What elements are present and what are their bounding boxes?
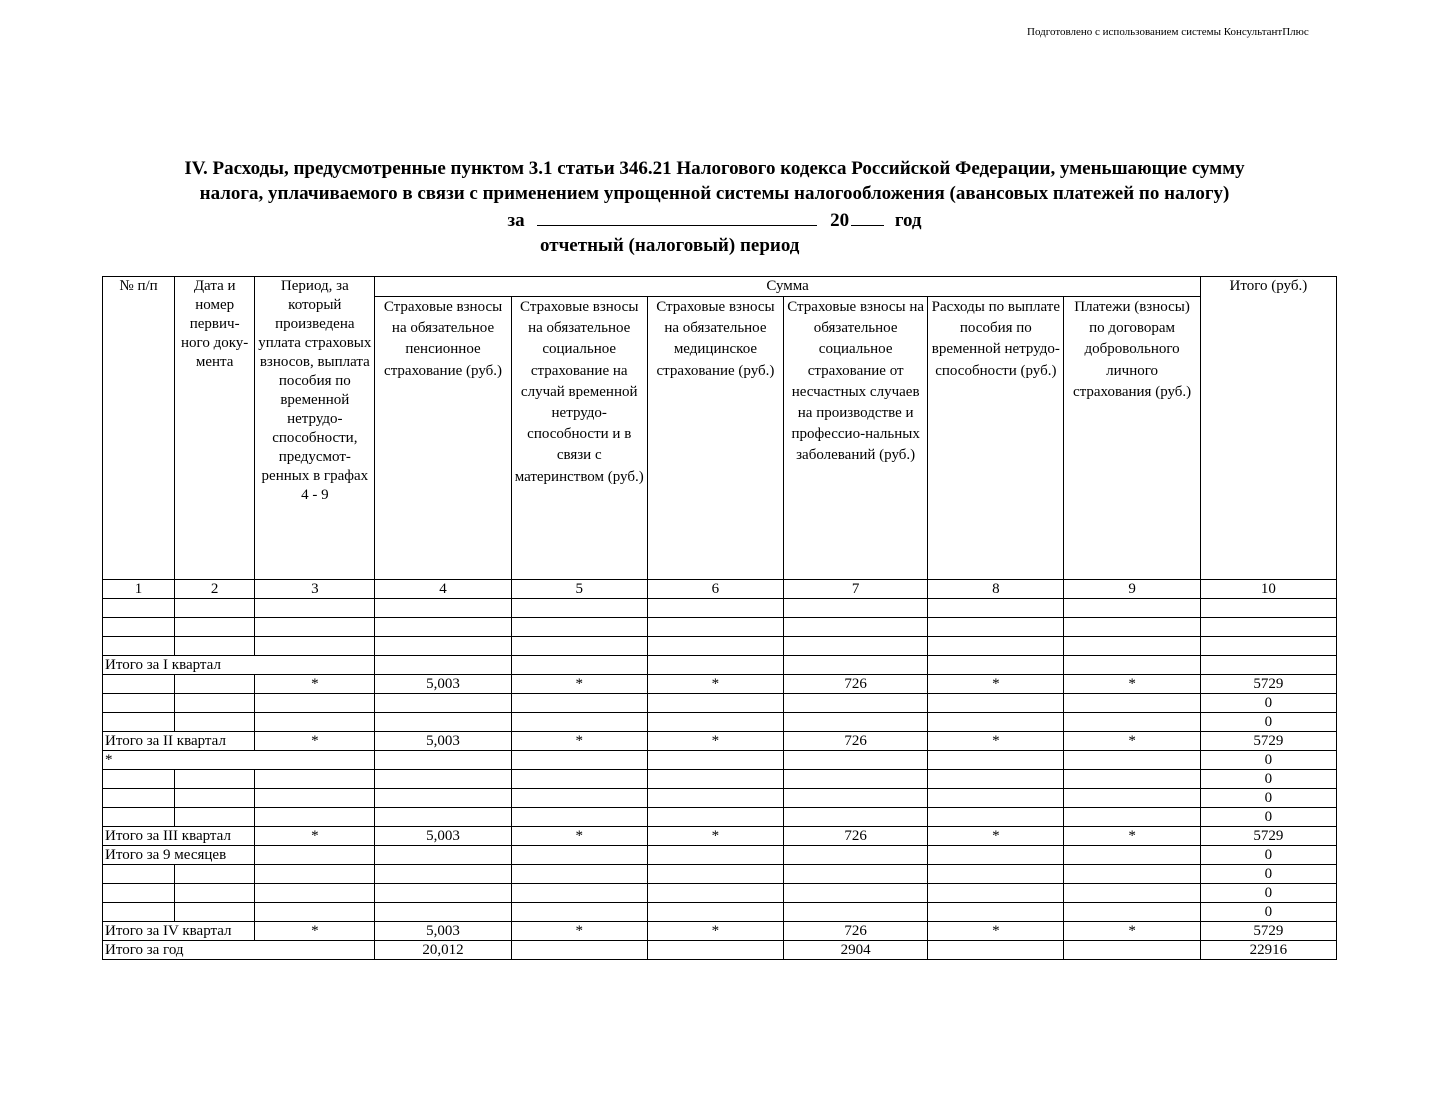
cell-col-10: 0	[1200, 751, 1336, 770]
column-number-row	[103, 580, 1337, 599]
cell-col-8: *	[928, 827, 1064, 846]
cell-col-9: *	[1064, 827, 1200, 846]
cell-col-10: 22916	[1200, 941, 1336, 960]
header-col-10: Итого (руб.)	[1200, 277, 1336, 580]
cell-col-10: 5729	[1200, 675, 1336, 694]
cell-col-10: 0	[1200, 770, 1336, 789]
header-col-7: Страховые взносы на обязательное социальное страхование от несчастных случаев на производстве и профессио-нальных заболеваний (руб.)	[784, 297, 928, 580]
cell-col-6: *	[647, 922, 783, 941]
period-caption: отчетный (налоговый) период	[540, 235, 800, 256]
year-suffix: год	[894, 210, 922, 231]
cell-col-4: 5,003	[375, 675, 511, 694]
q1-total-label: Итого за I квартал	[103, 656, 375, 675]
cell-col-4: 5,003	[375, 827, 511, 846]
cell-col-4: 20,012	[375, 941, 511, 960]
nine-months-total-row	[103, 846, 1337, 865]
column-number: 5	[511, 580, 647, 599]
table-row	[103, 884, 1337, 903]
period-blank-field	[537, 207, 817, 226]
cell-col-10: 5729	[1200, 732, 1336, 751]
cell-col-4: 5,003	[375, 732, 511, 751]
source-note: Подготовлено с использованием системы КонсультантПлюс	[1027, 26, 1309, 38]
star-row-label: *	[103, 751, 375, 770]
table-row	[103, 789, 1337, 808]
header-col-1: № п/п	[103, 277, 175, 580]
table-row	[103, 675, 1337, 694]
cell-col-10: 0	[1200, 789, 1336, 808]
period-prefix: за	[507, 210, 525, 231]
column-number: 3	[255, 580, 375, 599]
header-col-6: Страховые взносы на обязательное медицинское страхование (руб.)	[647, 297, 783, 580]
cell-col-5: *	[511, 675, 647, 694]
expenses-table	[102, 276, 1337, 960]
column-number: 10	[1200, 580, 1336, 599]
q4-total-row	[103, 922, 1337, 941]
header-col-8: Расходы по выплате пособия по временной нетрудо-способности (руб.)	[928, 297, 1064, 580]
column-number: 9	[1064, 580, 1200, 599]
cell-col-10: 0	[1200, 903, 1336, 922]
cell-col-4: 5,003	[375, 922, 511, 941]
header-row-top	[103, 277, 1337, 297]
column-number: 2	[175, 580, 255, 599]
cell-col-9: *	[1064, 922, 1200, 941]
table-row	[103, 618, 1337, 637]
column-number: 6	[647, 580, 783, 599]
cell-col-9: *	[1064, 675, 1200, 694]
cell-col-10: 5729	[1200, 922, 1336, 941]
table-row	[103, 770, 1337, 789]
cell-col-6: *	[647, 827, 783, 846]
column-number: 7	[784, 580, 928, 599]
column-number: 4	[375, 580, 511, 599]
table-row	[103, 694, 1337, 713]
q2-total-row	[103, 732, 1337, 751]
cell-col-3: *	[255, 675, 375, 694]
column-number: 1	[103, 580, 175, 599]
year-total-label: Итого за год	[103, 941, 375, 960]
cell-col-7: 2904	[784, 941, 928, 960]
section-title	[0, 156, 1429, 206]
year-prefix: 20	[830, 210, 850, 231]
cell-col-7: 726	[784, 732, 928, 751]
q3-total-label: Итого за III квартал	[103, 827, 255, 846]
table-row	[103, 903, 1337, 922]
cell-col-10: 5729	[1200, 827, 1336, 846]
header-col-9: Платежи (взносы) по договорам добровольного личного страхования (руб.)	[1064, 297, 1200, 580]
column-number: 8	[928, 580, 1064, 599]
table-row	[103, 637, 1337, 656]
cell-col-7: 726	[784, 675, 928, 694]
cell-col-8: *	[928, 732, 1064, 751]
year-blank-field	[851, 207, 884, 226]
q3-total-row	[103, 827, 1337, 846]
cell-col-8: *	[928, 675, 1064, 694]
cell-col-5: *	[511, 827, 647, 846]
q2-total-label: Итого за II квартал	[103, 732, 255, 751]
cell-col-10: 0	[1200, 884, 1336, 903]
header-col-4: Страховые взносы на обязательное пенсионное страхование (руб.)	[375, 297, 511, 580]
nine-months-total-label: Итого за 9 месяцев	[103, 846, 255, 865]
q4-total-label: Итого за IV квартал	[103, 922, 255, 941]
cell-col-10: 0	[1200, 713, 1336, 732]
year-total-row	[103, 941, 1337, 960]
period-line	[0, 207, 1429, 233]
cell-col-10: 0	[1200, 694, 1336, 713]
cell-col-6: *	[647, 675, 783, 694]
cell-col-6: *	[647, 732, 783, 751]
cell-col-9: *	[1064, 732, 1200, 751]
cell-col-5: *	[511, 732, 647, 751]
header-group-sum: Сумма	[375, 277, 1200, 297]
cell-col-10: 0	[1200, 865, 1336, 884]
q1-total-row	[103, 656, 1337, 675]
header-col-5: Страховые взносы на обязательное социальное страхование на случай временной нетрудо-способности и в связи с материнством (руб.)	[511, 297, 647, 580]
cell-col-5: *	[511, 922, 647, 941]
title-line-1: IV. Расходы, предусмотренные пунктом 3.1 статьи 346.21 Налогового кодекса Российской Федерации, уменьшающие сумму	[184, 158, 1245, 179]
star-row	[103, 751, 1337, 770]
cell-col-10: 0	[1200, 846, 1336, 865]
cell-col-10: 0	[1200, 808, 1336, 827]
cell-col-3: *	[255, 827, 375, 846]
cell-col-3: *	[255, 922, 375, 941]
header-col-2: Дата и номер первич-ного доку-мента	[175, 277, 255, 580]
table-row	[103, 865, 1337, 884]
table-row	[103, 599, 1337, 618]
cell-col-7: 726	[784, 827, 928, 846]
cell-col-3: *	[255, 732, 375, 751]
title-line-2: налога, уплачиваемого в связи с применением упрощенной системы налогообложения (авансовых платежей по налогу)	[199, 183, 1230, 204]
table-row	[103, 808, 1337, 827]
cell-col-8: *	[928, 922, 1064, 941]
cell-col-7: 726	[784, 922, 928, 941]
table-row	[103, 713, 1337, 732]
header-col-3: Период, за который произведена уплата страховых взносов, выплата пособия по временной нетрудо-способности, предусмот-ренных в графах 4 - 9	[255, 277, 375, 580]
